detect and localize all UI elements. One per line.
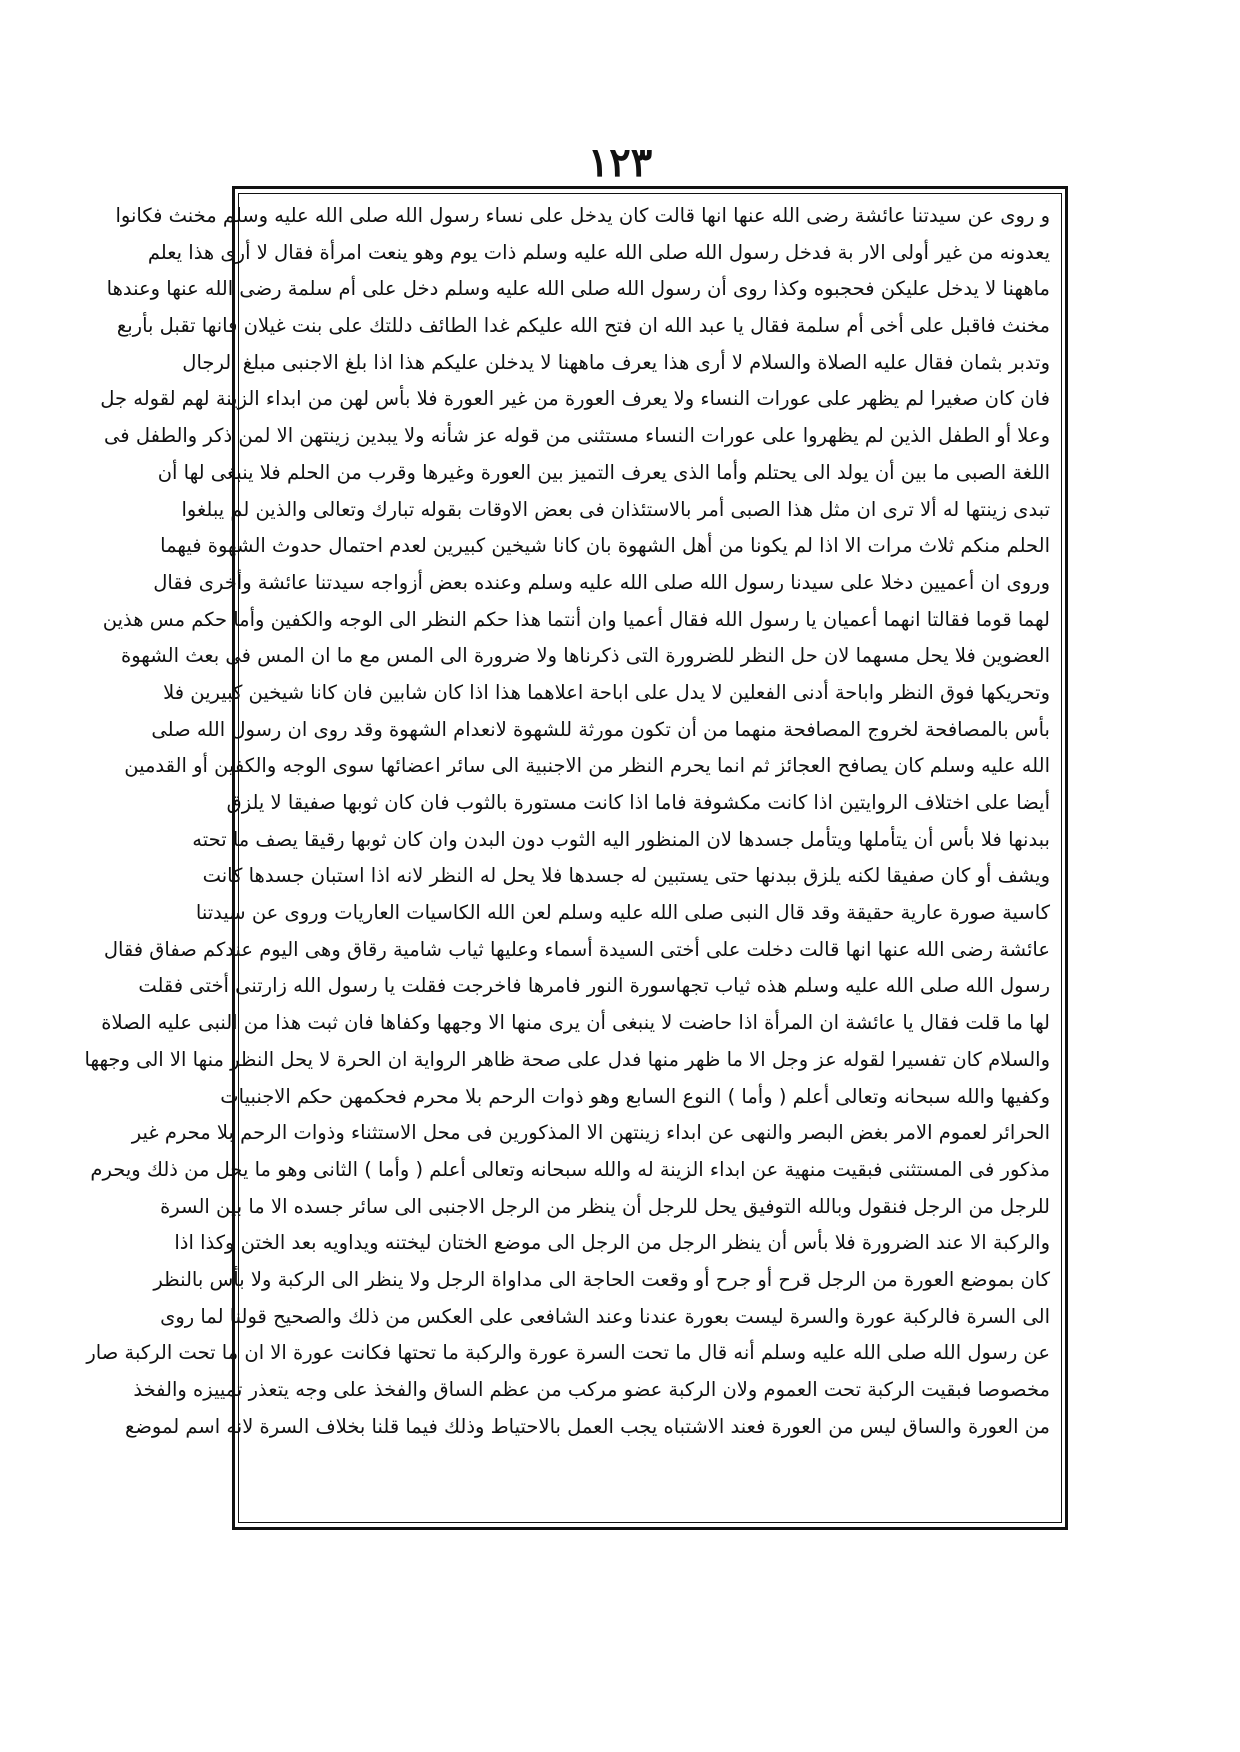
text-line: الله عليه وسلم كان يصافح العجائز ثم انما يحرم النظر من الاجنبية الى سائر اعضائها سوى الوجه والكفين أو القدمين [124,754,1050,778]
text-line: العضوين فلا يحل مسهما لان حل النظر للضرورة التى ذكرناها ولا ضرورة الى المس مع ما ان المس فى بعث الشهوة [120,644,1050,668]
text-line: والركبة الا عند الضرورة فلا بأس أن ينظر الرجل من الرجل الى موضع الختان ليختنه ويداويه بعد الختن وكذا اذا [174,1231,1050,1255]
text-line: لهما قوما فقالتا انهما أعميان يا رسول الله فقال أعميا وان أنتما هذا حكم النظر الى الوجه والكفين وأما حكم مس هذين [102,607,1050,631]
text-line: لها ما قلت فقال يا عائشة ان المرأة اذا حاضت لا ينبغى أن يرى منها الا وجهها وكفاها فان ثبت هذا من النبى عليه الصلاة [101,1011,1050,1035]
text-line: من العورة والساق ليس من العورة فعند الاشتباه يجب العمل بالاحتياط وذلك فيما قلنا بخلاف السرة لانه اسم لموضع [125,1414,1050,1438]
text-line: بأس بالمصافحة لخروج المصافحة منهما من أن تكون مورثة للشهوة لانعدام الشهوة وقد روى ان رسول الله صلى [151,717,1050,741]
text-line: الحرائر لعموم الامر بغض البصر والنهى عن ابداء زينتهن الا المذكورين فى محل الاستثناء وذوات الرحم بلا محرم غير [131,1121,1050,1145]
text-line: وتدبر بثمان فقال عليه الصلاة والسلام لا أرى هذا يعرف ماههنا لا يدخلن عليكم هذا اذا بلغ الاجنبى مبلغ الرجال [182,350,1050,374]
text-line: عن رسول الله صلى الله عليه وسلم أنه قال ما تحت السرة عورة والركبة ما تحتها فكانت عورة الا ان ما تحت الركبة صار [86,1341,1050,1365]
text-line: وروى ان أعميين دخلا على سيدنا رسول الله صلى الله عليه وسلم وعنده بعض أزواجه سيدتنا عائشة وأخرى فقال [153,570,1050,594]
text-line: كان بموضع العورة من الرجل قرح أو جرح أو وقعت الحاجة الى مداواة الرجل ولا ينظر الى الركبة ولا بأس بالنظر [153,1267,1050,1291]
text-line: يعدونه من غير أولى الار بة فدخل رسول الله صلى الله عليه وسلم ذات يوم وهو ينعت امرأة فقال لا أرى هذا يعلم [147,240,1050,264]
text-line: رسول الله صلى الله عليه وسلم هذه ثياب تجهاسورة النور فامرها فاخرجت فقلت يا رسول الله زارتنى أختى فقلت [138,974,1050,998]
text-line: ببدنها فلا بأس أن يتأملها ويتأمل جسدها لان المنظور اليه الثوب دون البدن وان كان ثوبها رقيقا يصف ما تحته [192,827,1050,851]
text-line: اللغة الصبى ما بين أن يولد الى يحتلم وأما الذى يعرف التميز بين العورة وغيرها وقرب من الحلم فلا ينبغى لها أن [157,460,1050,484]
text-line: الى السرة فالركبة عورة والسرة ليست بعورة عندنا وعند الشافعى على العكس من ذلك والصحيح قولنا لما روى [160,1304,1050,1328]
text-line: وتحريكها فوق النظر واباحة أدنى الفعلين لا يدل على اباحة اعلاهما هذا اذا كان شابين فان كانا شيخين كبيرين فلا [163,680,1050,704]
text-line: للرجل من الرجل فنقول وبالله التوفيق يحل للرجل أن ينظر من الرجل الاجنبى الى سائر جسده الا ما بين السرة [160,1194,1050,1218]
text-line: تبدى زينتها له ألا ترى ان مثل هذا الصبى أمر بالاستئذان فى بعض الاوقات بقوله تبارك وتعالى والذين لم يبلغوا [181,497,1050,521]
text-line: مذكور فى المستثنى فبقيت منهية عن ابداء الزينة له والله سبحانه وتعالى أعلم ( وأما ) الثانى وهو ما يحل من ذلك ويحرم [90,1157,1050,1181]
text-line: فان كان صغيرا لم يظهر على عورات النساء ولا يعرف العورة من غير العورة فلا بأس لهن من ابداء الزينة لهم لقوله جل [100,387,1050,411]
text-line: عائشة رضى الله عنها انها قالت دخلت على أختى السيدة أسماء وعليها ثياب شامية رقاق وهى اليوم عندكم صفاق فقال [103,937,1050,961]
text-line: مخصوصا فبقيت الركبة تحت العموم ولان الركبة عضو مركب من عظم الساق والفخذ على وجه يتعذر تمييزه والفخذ [133,1378,1050,1401]
text-line: والسلام كان تفسيرا لقوله عز وجل الا ما ظهر منها فدل على صحة ظاهر الرواية ان الحرة لا يحل النظر منها الا الى وجهها [84,1047,1050,1071]
text-line: وعلا أو الطفل الذين لم يظهروا على عورات النساء مستثنى من قوله عز شأنه ولا يبدين زينتهن الا لمن ذكر والطفل فى [104,424,1050,448]
text-body [84,198,1050,1520]
text-line: ويشف أو كان صفيقا لكنه يلزق ببدنها حتى يستبين له جسدها فلا يحل له النظر لانه اذا استبان جسدها كانت [202,864,1050,888]
text-line: الحلم منكم ثلاث مرات الا اذا لم يكونا من أهل الشهوة بان كانا شيخين كبيرين لعدم احتمال حدوث الشهوة فيهما [160,534,1050,558]
text-line: وكفيها والله سبحانه وتعالى أعلم ( وأما ) النوع السابع وهو ذوات الرحم بلا محرم فحكمهن حكم الاجنبيات [220,1084,1050,1108]
text-line: مخنث فاقبل على أخى أم سلمة فقال يا عبد الله ان فتح الله عليكم غدا الطائف دللتك على بنت غيلان فانها تقبل بأربع [116,314,1050,338]
text-line: ماههنا لا يدخل عليكن فحجبوه وكذا روى أن رسول الله صلى الله عليه وسلم دخل على أم سلمة رضى الله عنها وعندها [106,277,1050,301]
text-line: كاسية صورة عارية حقيقة وقد قال النبى صلى الله عليه وسلم لعن الله الكاسيات العاريات وروى عن سيدتنا [195,901,1050,925]
text-line: أيضا على اختلاف الروايتين اذا كانت مكشوفة فاما اذا كانت مستورة بالثوب فان كان ثوبها صفيقا لا يلزق [226,791,1050,814]
page-number: ١٢٣ [587,139,653,186]
text-line: و روى عن سيدتنا عائشة رضى الله عنها انها قالت كان يدخل على نساء رسول الله صلى الله عليه وسلم مخنث فكانوا [115,204,1050,227]
